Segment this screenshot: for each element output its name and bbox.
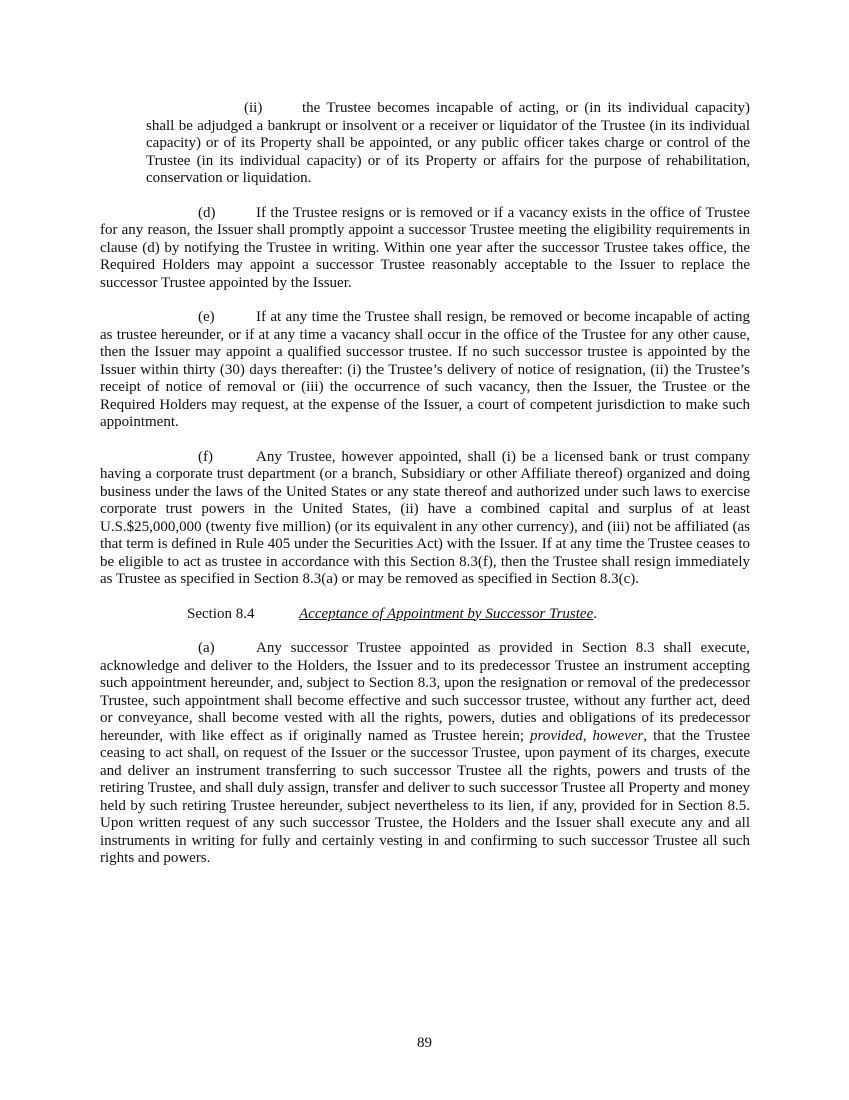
clause-f-label: (f) xyxy=(198,448,213,465)
clause-e xyxy=(100,309,750,432)
however-term: however xyxy=(592,727,644,744)
provided-term: provided xyxy=(530,727,583,744)
section-8-4-heading xyxy=(100,606,750,624)
document-page xyxy=(100,100,750,885)
section-title-period: . xyxy=(593,605,597,622)
clause-c-ii xyxy=(100,100,750,188)
section-title: Acceptance of Appointment by Successor Trustee xyxy=(299,605,594,622)
clause-8-4-a xyxy=(100,640,750,868)
clause-c-ii-text: the Trustee becomes incapable of acting, or (in its individual capacity) shall be adjudged a bankrupt or insolvent or a receiver or liquidator of the Trustee (in its individual capacity) or of its Property shall be appointed, or any public officer takes charge or control of the Trustee (in its individual capacity) or of its Property or affairs for the purpose of rehabilitation, conservation or liquidation. xyxy=(146,100,750,186)
clause-c-ii-label: (ii) xyxy=(244,100,263,116)
page-number: 89 xyxy=(417,1035,432,1051)
clause-8-4-a-label: (a) xyxy=(198,640,215,656)
clause-d-label: (d) xyxy=(198,204,216,221)
clause-8-4-a-text-before: Any successor Trustee appointed as provided in Section 8.3 shall execute, acknowledge and deliver to the Holders, the Issuer and to its predecessor Trustee an instrument accepting such appointment hereunder, and, subject to Section 8.3, upon the resignation or removal of the predecessor Trustee, such appointment shall become effective and such successor trustee, without any further act, deed or conveyance, shall become vested with all the rights, powers, duties and obligations of its predecessor hereunder, with like effect as if originally named as Trustee herein; xyxy=(100,640,750,744)
clause-d-text: If the Trustee resigns or is removed or if a vacancy exists in the office of Trustee for any reason, the Issuer shall promptly appoint a successor Trustee meeting the eligibility requirements in clause (d) by notifying the Trustee in writing. Within one year after the successor Trustee takes office, the Required Holders may appoint a successor Trustee reasonably acceptable to the Issuer to replace the successor Trustee appointed by the Issuer. xyxy=(100,204,750,291)
clause-f xyxy=(100,449,750,589)
clause-f-text: Any Trustee, however appointed, shall (i) be a licensed bank or trust company having a corporate trust department (or a branch, Subsidiary or other Affiliate thereof) organized and doing business under the laws of the United States or any state thereof and authorized under such laws to exercise corporate trust powers in the United States, (ii) have a combined capital and surplus of at least U.S.$25,000,000 (twenty five million) (or its equivalent in any other currency), and (iii) not be affiliated (as that term is defined in Rule 405 under the Securities Act) with the Issuer. If at any time the Trustee ceases to be eligible to act as trustee in accordance with this Section 8.3(f), then the Trustee shall resign immediately as Trustee as specified in Section 8.3(a) or may be removed as specified in Section 8.3(c). xyxy=(100,448,750,587)
clause-8-4-a-text-after: , that the Trustee ceasing to act shall, on request of the Issuer or the successor Trustee, upon payment of its charges, execute and deliver an instrument transferring to such successor Trustee all the rights, powers and trusts of the retiring Trustee, and shall duly assign, transfer and deliver to such successor Trustee all Property and money held by such retiring Trustee hereunder, subject nevertheless to its lien, if any, provided for in Section 8.5. Upon written request of any such successor Trustee, the Holders and the Issuer shall execute any and all instruments in writing for fully and certainly vesting in and confirming to such successor Trustee all such rights and powers. xyxy=(100,727,751,866)
clause-e-text: If at any time the Trustee shall resign, be removed or become incapable of acting as trustee hereunder, or if at any time a vacancy shall occur in the office of the Trustee for any other cause, then the Issuer may appoint a qualified successor trustee. If no such successor trustee is appointed by the Issuer within thirty (30) days thereafter: (i) the Trustee’s delivery of notice of resignation, (ii) the Trustee’s receipt of notice of removal or (iii) the occurrence of such vacancy, then the Issuer, the Trustee or the Required Holders may request, at the expense of the Issuer, a court of competent jurisdiction to make such appointment. xyxy=(100,309,750,430)
clause-e-label: (e) xyxy=(198,309,215,325)
section-number: Section 8.4 xyxy=(187,605,255,622)
provided-comma: , xyxy=(582,727,593,744)
clause-d xyxy=(100,205,750,293)
